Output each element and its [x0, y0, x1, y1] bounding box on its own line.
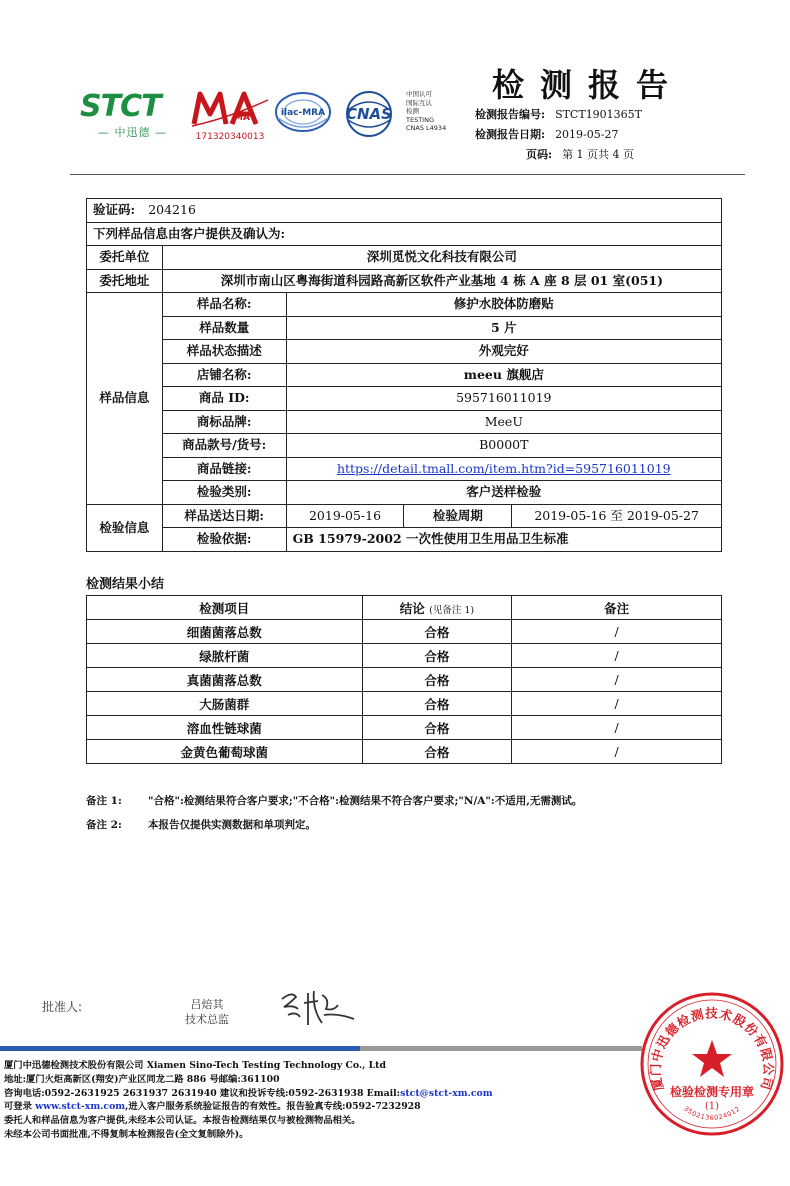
result-row: [87, 740, 722, 764]
test-type-row: [87, 481, 722, 505]
footer: [4, 1059, 634, 1142]
client-row: [87, 246, 722, 270]
result-row: [87, 716, 722, 740]
result-remark: /: [512, 692, 722, 716]
test-type-value: 客户送样检验: [286, 481, 721, 505]
sample-info-table: [86, 198, 722, 552]
ma-number: 171320340013: [195, 132, 265, 142]
sample-row: [87, 293, 722, 317]
svg-text:检验检测专用章: 检验检测专用章: [669, 1085, 755, 1099]
sample-group-label: 样品信息: [87, 293, 163, 505]
page-number-row: 页码: 第 1 页共 4 页: [526, 148, 635, 161]
result-remark: /: [512, 644, 722, 668]
client-label: 委托单位: [87, 246, 163, 270]
stct-logo: STCT — 中迅德 —: [80, 92, 185, 138]
official-seal-icon: [636, 988, 788, 1140]
note-2: 备注 2: 本报告仅提供实测数据和单项判定。: [86, 819, 316, 831]
sample-row-value: 外观完好: [286, 340, 721, 364]
ilac-text: ilac-MRA: [280, 108, 326, 118]
confirm-text: 下列样品信息由客户提供及确认为:: [87, 222, 722, 246]
sample-row-value: 595716011019: [286, 387, 721, 411]
handwritten-signature-icon: [278, 985, 358, 1030]
result-remark: /: [512, 716, 722, 740]
approver-label: 批准人:: [42, 1000, 83, 1014]
footer-disclaimer-1: 委托人和样品信息为客户提供,未经本公司认证。本报告检测结果仅与被检测物品相关。: [4, 1115, 361, 1127]
sample-row-label: 店铺名称:: [162, 363, 286, 387]
result-item: 真菌菌落总数: [87, 668, 363, 692]
sample-row-label: 样品名称:: [162, 293, 286, 317]
sample-row: [87, 340, 722, 364]
sample-row: [87, 387, 722, 411]
header-divider: [70, 174, 745, 175]
signer-title: 技术总监: [185, 1013, 229, 1026]
footer-disclaimer-2: 未经本公司书面批准,不得复制本检测报告(全文复制除外)。: [4, 1128, 249, 1140]
sample-row-label: 样品状态描述: [162, 340, 286, 364]
sample-row: [87, 457, 722, 481]
result-remark: /: [512, 668, 722, 692]
ma-logo: [190, 90, 270, 142]
page-number: 第 1 页共 4 页: [562, 148, 635, 161]
svg-text:CNAS: CNAS: [346, 105, 392, 123]
result-item: 金黄色葡萄球菌: [87, 740, 363, 764]
result-row: [87, 668, 722, 692]
result-item: 细菌菌落总数: [87, 620, 363, 644]
result-conclusion: 合格: [362, 716, 512, 740]
client-value: 深圳觅悦文化科技有限公司: [162, 246, 721, 270]
verify-row: 验证码: 204216: [87, 199, 722, 223]
sample-row-label: 样品数量: [162, 316, 286, 340]
footer-color-bar: [0, 1046, 642, 1051]
address-row: [87, 269, 722, 293]
sample-row-label: 商品 ID:: [162, 387, 286, 411]
note-1: 备注 1: "合格":检测结果符合客户要求;"不合格":检测结果不符合客户要求;"N/A":不适用,无需测试。: [86, 795, 583, 807]
report-title: 检测报告: [492, 66, 685, 104]
stamp-star-icon: [692, 1040, 732, 1077]
col-conclusion-header: 结论 (见备注 1): [362, 596, 512, 620]
col-remark-header: 备注: [512, 596, 722, 620]
ma-logo-text: MA: [234, 113, 250, 123]
footer-website-link[interactable]: www.stct-xm.com: [35, 1101, 126, 1113]
sample-row-value: B0000T: [286, 434, 721, 458]
result-row: [87, 692, 722, 716]
sample-row-label: 商品款号/货号:: [162, 434, 286, 458]
footer-email-link[interactable]: stct@stct-xm.com: [400, 1087, 493, 1099]
basis-value: GB 15979-2002 一次性使用卫生用品卫生标准: [286, 528, 721, 552]
footer-company: 厦门中迅德检测技术股份有限公司 Xiamen Sino-Tech Testing Technology Co., Ltd: [4, 1060, 386, 1071]
product-link[interactable]: https://detail.tmall.com/item.htm?id=595716011019: [336, 460, 671, 476]
result-conclusion: 合格: [362, 620, 512, 644]
sample-row: [87, 434, 722, 458]
footer-address: 地址:厦门火炬高新区(翔安)产业区同龙二路 886 号邮编:361100: [4, 1073, 280, 1085]
arrival-row: [87, 504, 722, 528]
summary-title: 检测结果小结: [86, 577, 165, 592]
result-remark: /: [512, 620, 722, 644]
result-item: 绿脓杆菌: [87, 644, 363, 668]
footer-login: 可登录 www.stct-xm.com,进入客户服务系统验证报告的有效性。报告验真专线:0592-7232928: [4, 1101, 421, 1113]
cnas-note: 中国认可 国际互认 检测 TESTING CNAS L4934: [406, 90, 447, 132]
ilac-mra-logo: [272, 90, 334, 140]
sample-row: [87, 316, 722, 340]
svg-text:(1): (1): [704, 1101, 720, 1112]
result-row: [87, 644, 722, 668]
result-conclusion: 合格: [362, 668, 512, 692]
stct-logo-text: STCT: [80, 89, 161, 124]
svg-text:厦门中迅德检测技术股份有限公司: 厦门中迅德检测技术股份有限公司: [647, 1005, 777, 1093]
arrival-label: 样品送达日期:: [162, 504, 286, 528]
result-table: [86, 595, 722, 764]
svg-text:3502136024012: 3502136024012: [682, 1104, 742, 1122]
sample-row-value: 5 片: [286, 316, 721, 340]
result-conclusion: 合格: [362, 692, 512, 716]
sample-row: [87, 410, 722, 434]
signer-block: [185, 997, 229, 1027]
period-label: 检验周期: [404, 504, 512, 528]
sample-row-label: 商品链接:: [162, 457, 286, 481]
footer-phone: 咨询电话:0592-2631925 2631937 2631940 建议和投诉专线:0592-2631938 Email:stct@stct-xm.com: [4, 1087, 493, 1099]
signer-name: 吕焙其: [190, 998, 224, 1011]
result-conclusion: 合格: [362, 644, 512, 668]
sample-row-value: meeu 旗舰店: [286, 363, 721, 387]
address-value: 深圳市南山区粤海街道科园路高新区软件产业基地 4 栋 A 座 8 层 01 室(051): [162, 269, 721, 293]
test-group-label: 检验信息: [87, 504, 163, 551]
sample-row-label: 商标品牌:: [162, 410, 286, 434]
result-remark: /: [512, 740, 722, 764]
basis-row: [87, 528, 722, 552]
address-label: 委托地址: [87, 269, 163, 293]
result-row: [87, 620, 722, 644]
report-number-row: 检测报告编号: STCT1901365T: [475, 108, 643, 121]
arrival-value: 2019-05-16: [286, 504, 404, 528]
stct-logo-sub: 中迅德: [114, 126, 151, 139]
ma-mark-icon: [190, 90, 270, 128]
period-value: 2019-05-16 至 2019-05-27: [512, 504, 722, 528]
result-item: 大肠菌群: [87, 692, 363, 716]
cnas-logo: [336, 90, 402, 140]
test-type-label: 检验类别:: [162, 481, 286, 505]
result-header-row: [87, 596, 722, 620]
confirm-row: [87, 222, 722, 246]
sample-row: [87, 363, 722, 387]
report-number: STCT1901365T: [555, 108, 643, 121]
verify-code: 204216: [148, 202, 196, 218]
basis-label: 检验依据:: [162, 528, 286, 552]
sample-row-value: MeeU: [286, 410, 721, 434]
result-conclusion: 合格: [362, 740, 512, 764]
report-date: 2019-05-27: [555, 128, 619, 141]
report-date-row: 检测报告日期: 2019-05-27: [475, 128, 619, 141]
sample-row-value: 修护水胶体防磨贴: [286, 293, 721, 317]
col-item-header: 检测项目: [87, 596, 363, 620]
result-item: 溶血性链球菌: [87, 716, 363, 740]
